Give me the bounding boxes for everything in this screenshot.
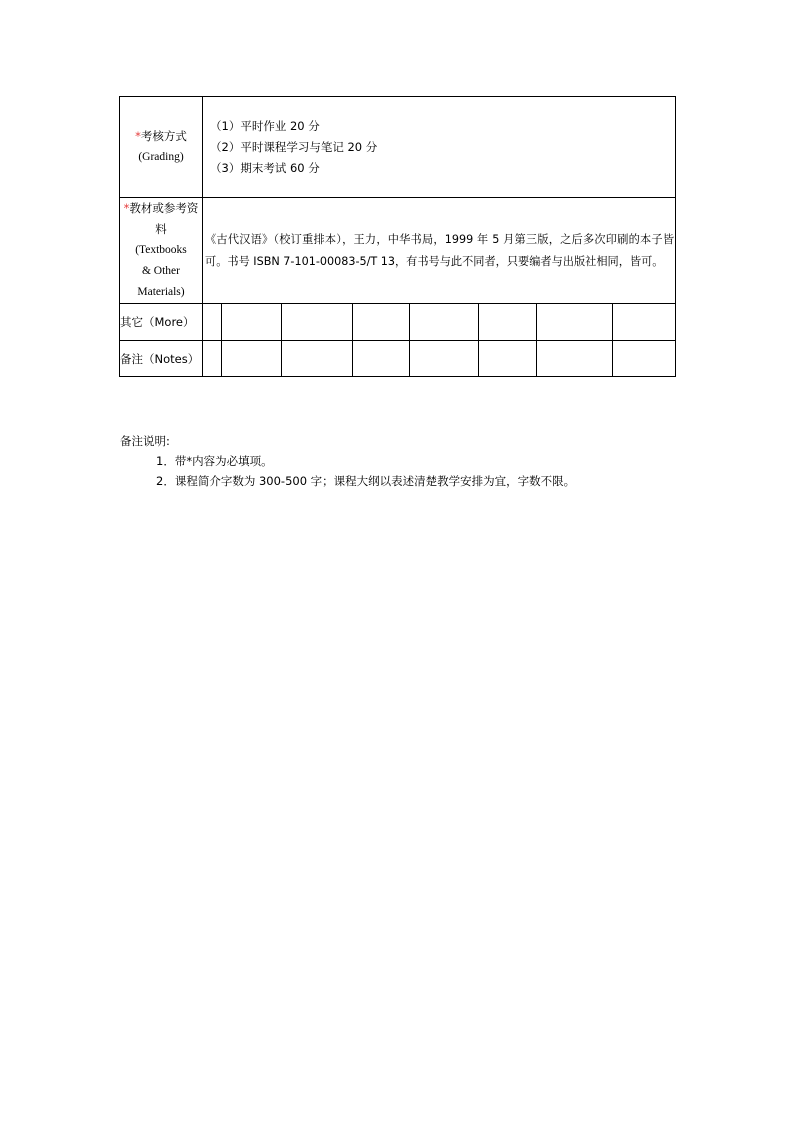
more-cell[interactable] [537, 304, 613, 341]
textbooks-label-cn: 教材或参考资料 [129, 201, 199, 236]
textbooks-label-en-2: & Other [141, 265, 180, 277]
grading-label-en: (Grading) [138, 151, 184, 163]
notes-cell[interactable] [479, 341, 537, 377]
grading-label-cn: 考核方式 [140, 129, 187, 143]
required-mark: * [135, 129, 141, 143]
grading-label-cell [120, 97, 203, 198]
grading-item: （2）平时课程学习与笔记 20 分 [210, 139, 378, 154]
more-cell[interactable] [410, 304, 479, 341]
more-cell[interactable] [353, 304, 410, 341]
notes-row [120, 341, 676, 377]
more-cell[interactable] [479, 304, 537, 341]
more-cell[interactable] [613, 304, 676, 341]
notes-cell[interactable] [537, 341, 613, 377]
more-label: 其它（More） [120, 304, 203, 341]
grading-list [203, 116, 675, 179]
notes-cell[interactable] [203, 341, 222, 377]
textbooks-label-cell [120, 198, 203, 304]
notes-cell[interactable] [222, 341, 282, 377]
more-cell[interactable] [282, 304, 353, 341]
more-cell[interactable] [203, 304, 222, 341]
grading-item: （1）平时作业 20 分 [210, 118, 320, 133]
textbooks-content-cell [203, 198, 676, 304]
textbooks-label-en-1: (Textbooks [135, 244, 187, 256]
notes-label: 备注（Notes） [120, 341, 203, 377]
notes-cell[interactable] [282, 341, 353, 377]
footnote-section [120, 431, 575, 491]
notes-cell[interactable] [613, 341, 676, 377]
course-info-table [119, 96, 676, 377]
footnote-item: 1．带*内容为必填项。 [156, 454, 273, 468]
grading-item: （3）期末考试 60 分 [210, 160, 320, 175]
footnote-title: 备注说明: [120, 434, 170, 448]
notes-cell[interactable] [353, 341, 410, 377]
footnote-item: 2．课程简介字数为 300-500 字；课程大纲以表述清楚教学安排为宜，字数不限。 [156, 474, 576, 488]
more-cell[interactable] [222, 304, 282, 341]
required-mark: * [123, 201, 130, 215]
grading-content-cell [203, 97, 676, 198]
textbooks-label-en-3: Materials) [137, 286, 185, 298]
textbooks-content: 《古代汉语》（校订重排本），王力，中华书局，1999 年 5 月第三版，之后多次印刷的本子皆可。书号 ISBN 7-101-00083-5/T 13，有书号与此不同者，只要编者与出版社相同，皆可。 [205, 232, 675, 268]
notes-cell[interactable] [410, 341, 479, 377]
textbooks-row [120, 198, 676, 304]
more-row [120, 304, 676, 341]
grading-row [120, 97, 676, 198]
